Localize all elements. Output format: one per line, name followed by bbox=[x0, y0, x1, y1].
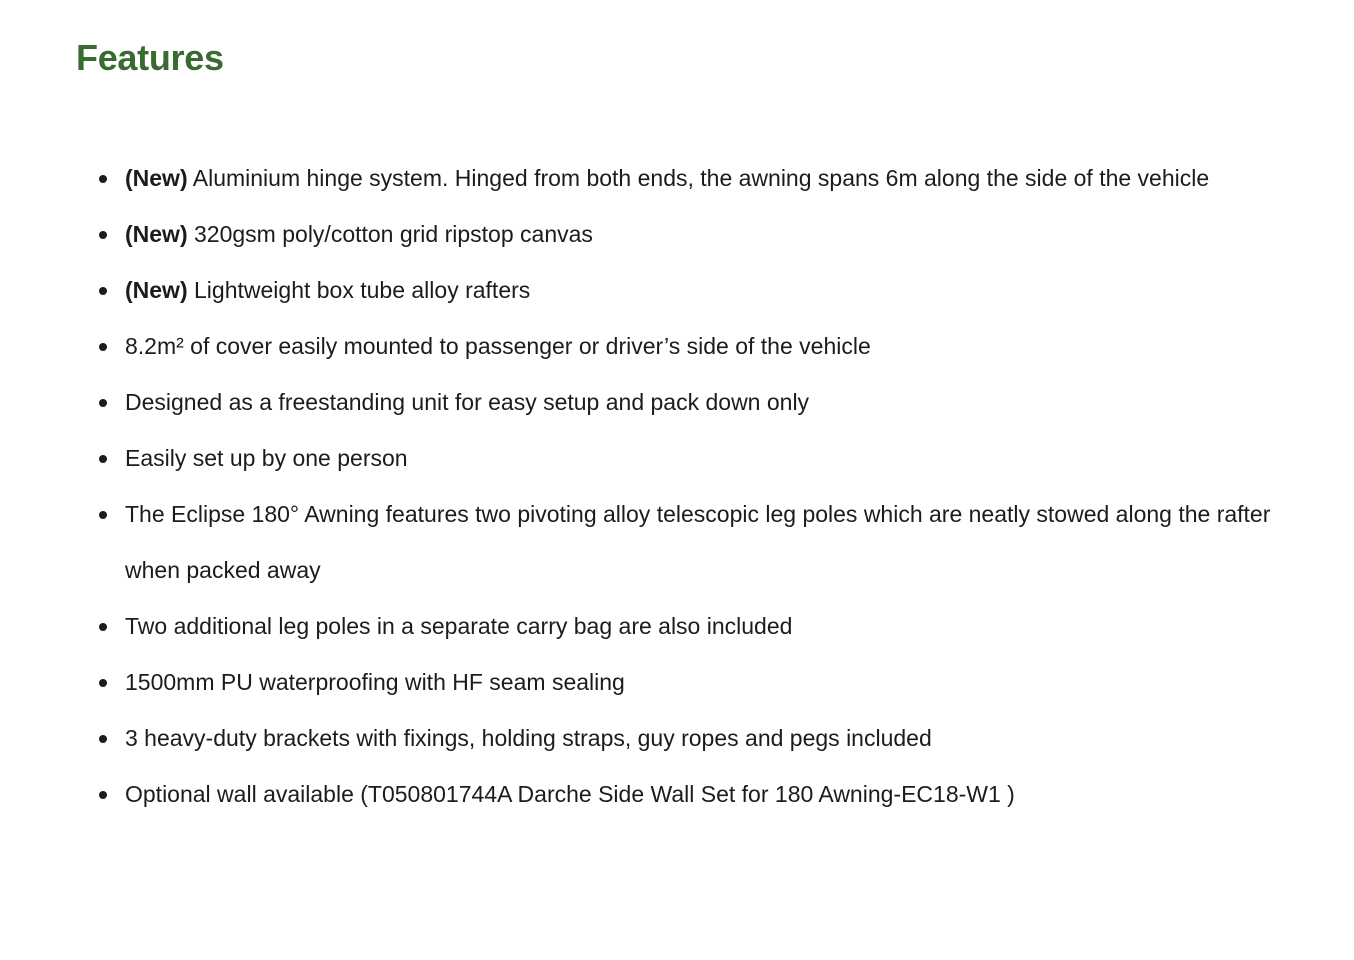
feature-text: 320gsm poly/cotton grid ripstop canvas bbox=[187, 221, 593, 247]
feature-item bbox=[76, 318, 1291, 374]
feature-text: 3 heavy-duty brackets with fixings, holding straps, guy ropes and pegs included bbox=[125, 725, 932, 751]
bullet-icon bbox=[99, 287, 107, 295]
feature-text: 8.2m² of cover easily mounted to passenger or driver’s side of the vehicle bbox=[125, 333, 871, 359]
bullet-icon bbox=[99, 679, 107, 687]
feature-item bbox=[76, 598, 1291, 654]
feature-prefix: (New) bbox=[125, 165, 188, 191]
feature-text: Designed as a freestanding unit for easy setup and pack down only bbox=[125, 389, 810, 415]
feature-prefix: (New) bbox=[125, 221, 188, 247]
feature-item bbox=[76, 374, 1291, 430]
feature-item bbox=[76, 262, 1291, 318]
bullet-icon bbox=[99, 511, 107, 519]
bullet-icon bbox=[99, 399, 107, 407]
feature-text: Lightweight box tube alloy rafters bbox=[187, 277, 531, 303]
feature-item bbox=[76, 710, 1291, 766]
feature-text: Aluminium hinge system. Hinged from both ends, the awning spans 6m along the side of the vehicle bbox=[187, 165, 1210, 191]
bullet-icon bbox=[99, 791, 107, 799]
feature-item bbox=[76, 654, 1291, 710]
bullet-icon bbox=[99, 175, 107, 183]
feature-text: Two additional leg poles in a separate carry bag are also included bbox=[125, 613, 793, 639]
features-list bbox=[76, 150, 1291, 822]
bullet-icon bbox=[99, 623, 107, 631]
features-section bbox=[76, 0, 1306, 807]
bullet-icon bbox=[99, 735, 107, 743]
feature-item bbox=[76, 150, 1291, 206]
feature-item bbox=[76, 766, 1291, 822]
bullet-icon bbox=[99, 455, 107, 463]
feature-prefix: (New) bbox=[125, 277, 188, 303]
feature-text: Optional wall available (T050801744A Darche Side Wall Set for 180 Awning-EC18-W1 ) bbox=[125, 781, 1015, 807]
features-heading: Features bbox=[76, 37, 224, 78]
bullet-icon bbox=[99, 343, 107, 351]
feature-item bbox=[76, 430, 1291, 486]
feature-text: Easily set up by one person bbox=[125, 445, 408, 471]
feature-item bbox=[76, 206, 1291, 262]
feature-text: The Eclipse 180° Awning features two pivoting alloy telescopic leg poles which are neatly stowed along the rafter when packed away bbox=[125, 501, 1271, 583]
bullet-icon bbox=[99, 231, 107, 239]
feature-item bbox=[76, 486, 1291, 598]
feature-text: 1500mm PU waterproofing with HF seam sealing bbox=[125, 669, 625, 695]
